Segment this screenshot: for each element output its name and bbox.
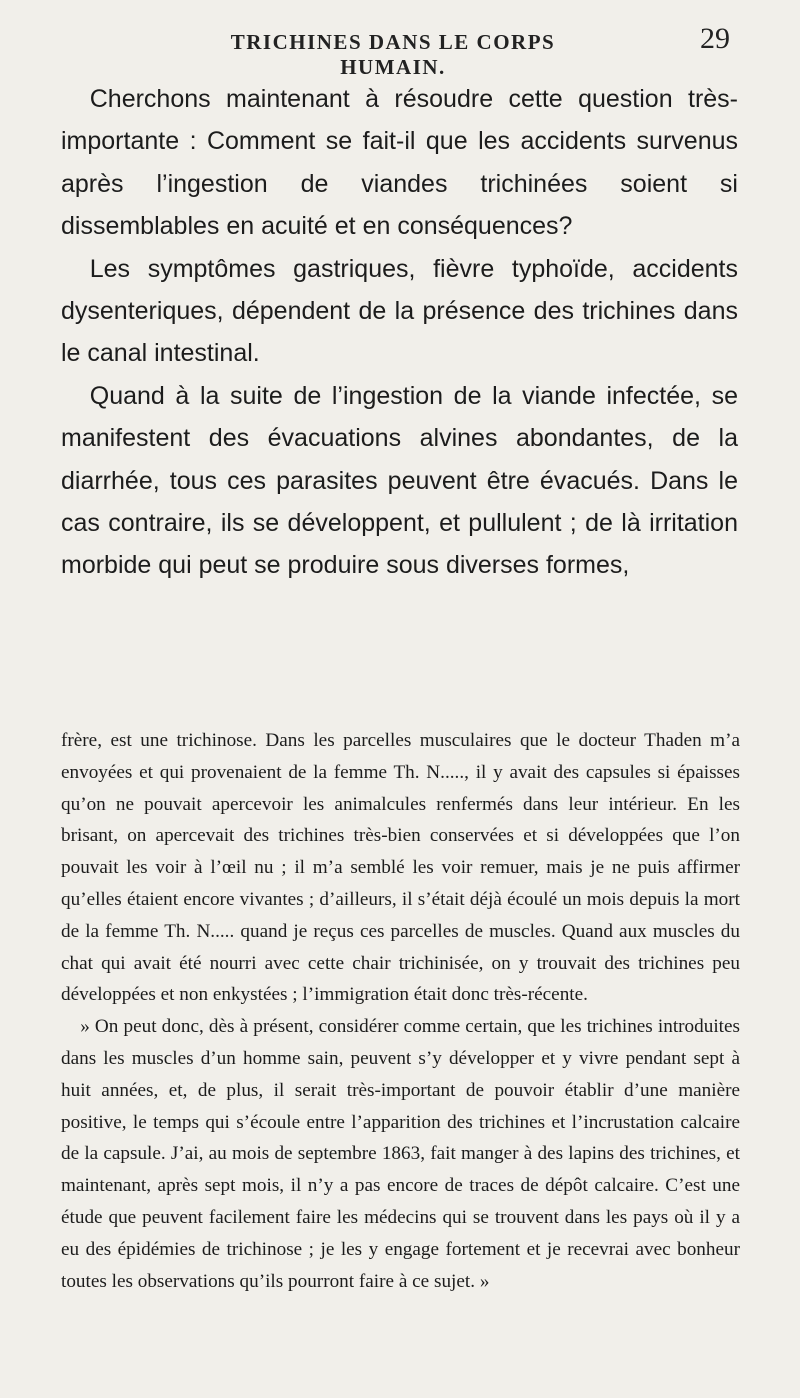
- body-paragraph-3: Quand à la suite de l’ingestion de la viande infectée, se manifestent des évacuations alvines abondantes, de la diarrhée, tous ces parasites peuvent être évacués. Dans le cas contraire, ils se développent, et pullulent ; de là irritation morbide qui peut se produire sous diverses formes,: [61, 381, 738, 580]
- page-number: 29: [700, 22, 730, 55]
- body-paragraph-2: Les symptômes gastriques, fièvre typhoïde, accidents dysenteriques, dépendent de la présence des trichines dans le canal intestinal.: [61, 254, 738, 368]
- footnote-paragraph-1: frère, est une trichinose. Dans les parcelles musculaires que le docteur Thaden m’a envoyées et qui provenaient de la femme Th. N....., il y avait des capsules si épaisses qu’on ne pouvait apercevoir les animalcules renfermés dans leur intérieur. En les brisant, on apercevait des trichines très-bien conservées et si développées que l’on pouvait les voir à l’œil nu ; il m’a semblé les voir remuer, mais je ne puis affirmer qu’elles étaient encore vivantes ; d’ailleurs, il s’était déjà écoulé un mois depuis la mort de la femme Th. N..... quand je reçus ces parcelles de muscles. Quand aux muscles du chat qui avait été nourri avec cette chair trichinisée, on y trouvait des trichines peu développées et non enkystées ; l’immigration était donc très-récente.: [61, 730, 740, 1006]
- running-head: TRICHINES DANS LE CORPS HUMAIN.: [230, 30, 556, 79]
- body-paragraph-1: Cherchons maintenant à résoudre cette question très-importante : Comment se fait-il que les accidents survenus après l’ingestion de viandes trichinées soient si dissemblables en acuité et en conséquences?: [61, 85, 738, 241]
- main-text: [61, 78, 738, 587]
- footnote: [61, 725, 740, 1297]
- footnote-paragraph-2: » On peut donc, dès à présent, considérer comme certain, que les trichines introduites dans les muscles d’un homme sain, peuvent s’y développer et y vivre pendant sept à huit années, et, de plus, il serait très-important de pouvoir établir d’une manière positive, le temps qui s’écoule entre l’apparition des trichines et l’incrustation calcaire de la capsule. J’ai, au mois de septembre 1863, fait manger à des lapins des trichines, et maintenant, après sept mois, il n’y a pas encore de traces de dépôt calcaire. C’est une étude que peuvent facilement faire les médecins qui se trouvent dans les pays où il y a eu des épidémies de trichinose ; je les y engage fortement et je recevrai avec bonheur toutes les observations qu’ils pourront faire à ce sujet. »: [61, 1016, 740, 1292]
